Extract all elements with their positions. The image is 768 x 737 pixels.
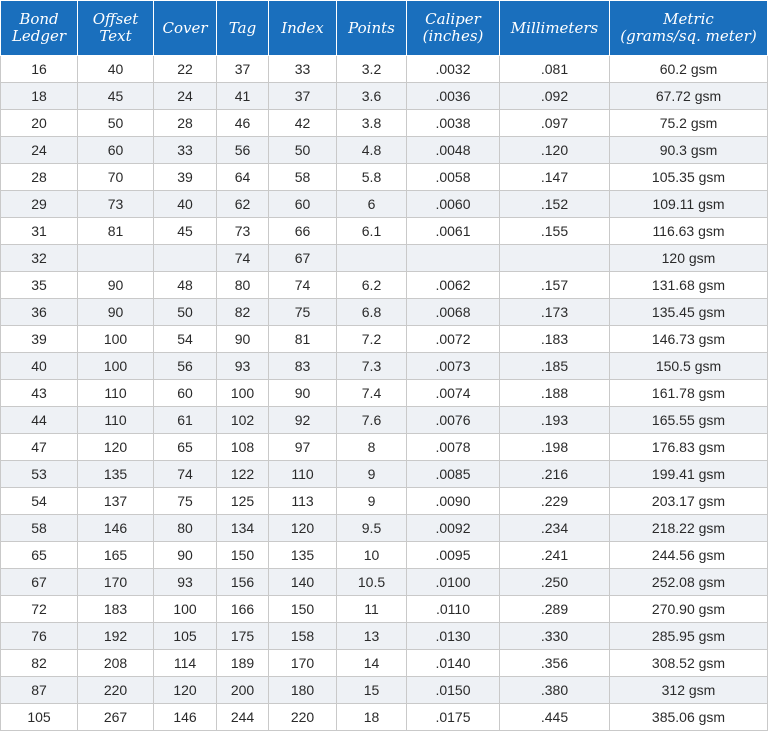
table-row: [1, 353, 768, 380]
cell-metric: 252.08 gsm: [610, 569, 768, 596]
cell-index: 33: [269, 56, 337, 83]
cell-metric: 150.5 gsm: [610, 353, 768, 380]
cell-index: 67: [269, 245, 337, 272]
cell-caliper: .0092: [407, 515, 500, 542]
table-row: [1, 83, 768, 110]
cell-tag: 41: [217, 83, 269, 110]
cell-cover: 114: [154, 650, 217, 677]
cell-cover: 45: [154, 218, 217, 245]
cell-metric: 67.72 gsm: [610, 83, 768, 110]
cell-caliper: .0175: [407, 704, 500, 731]
cell-millimeters: .250: [500, 569, 610, 596]
cell-tag: 100: [217, 380, 269, 407]
cell-metric: 75.2 gsm: [610, 110, 768, 137]
cell-millimeters: .380: [500, 677, 610, 704]
cell-index: 66: [269, 218, 337, 245]
cell-millimeters: .147: [500, 164, 610, 191]
cell-caliper: .0140: [407, 650, 500, 677]
cell-index: 58: [269, 164, 337, 191]
table-row: [1, 488, 768, 515]
table-row: [1, 596, 768, 623]
cell-cover: 28: [154, 110, 217, 137]
cell-points: 6.1: [337, 218, 407, 245]
cell-offset-text: 70: [78, 164, 154, 191]
cell-cover: 24: [154, 83, 217, 110]
cell-cover: 56: [154, 353, 217, 380]
cell-metric: 308.52 gsm: [610, 650, 768, 677]
cell-index: 110: [269, 461, 337, 488]
cell-millimeters: .241: [500, 542, 610, 569]
cell-offset-text: 165: [78, 542, 154, 569]
table-row: [1, 110, 768, 137]
cell-index: 60: [269, 191, 337, 218]
header-row: [1, 1, 768, 56]
cell-cover: 100: [154, 596, 217, 623]
cell-metric: 312 gsm: [610, 677, 768, 704]
cell-bond-ledger: 54: [1, 488, 78, 515]
cell-caliper: .0100: [407, 569, 500, 596]
cell-offset-text: 60: [78, 137, 154, 164]
cell-tag: 150: [217, 542, 269, 569]
table-row: [1, 434, 768, 461]
cell-points: 7.3: [337, 353, 407, 380]
cell-points: 13: [337, 623, 407, 650]
cell-points: 6: [337, 191, 407, 218]
cell-metric: 90.3 gsm: [610, 137, 768, 164]
cell-metric: 218.22 gsm: [610, 515, 768, 542]
cell-tag: 37: [217, 56, 269, 83]
cell-points: 3.6: [337, 83, 407, 110]
cell-metric: 176.83 gsm: [610, 434, 768, 461]
cell-cover: 50: [154, 299, 217, 326]
cell-millimeters: .198: [500, 434, 610, 461]
cell-offset-text: 50: [78, 110, 154, 137]
cell-offset-text: 90: [78, 299, 154, 326]
cell-millimeters: .081: [500, 56, 610, 83]
cell-points: [337, 245, 407, 272]
cell-tag: 189: [217, 650, 269, 677]
cell-points: 11: [337, 596, 407, 623]
cell-index: 81: [269, 326, 337, 353]
cell-offset-text: 100: [78, 353, 154, 380]
cell-bond-ledger: 29: [1, 191, 78, 218]
cell-bond-ledger: 47: [1, 434, 78, 461]
cell-points: 7.2: [337, 326, 407, 353]
table-row: [1, 677, 768, 704]
cell-caliper: .0058: [407, 164, 500, 191]
table-row: [1, 218, 768, 245]
cell-index: 135: [269, 542, 337, 569]
cell-bond-ledger: 53: [1, 461, 78, 488]
cell-millimeters: .173: [500, 299, 610, 326]
cell-cover: 33: [154, 137, 217, 164]
cell-points: 9: [337, 488, 407, 515]
cell-caliper: .0073: [407, 353, 500, 380]
cell-metric: 135.45 gsm: [610, 299, 768, 326]
cell-caliper: .0060: [407, 191, 500, 218]
table-row: [1, 542, 768, 569]
cell-caliper: .0076: [407, 407, 500, 434]
cell-millimeters: .155: [500, 218, 610, 245]
cell-bond-ledger: 72: [1, 596, 78, 623]
cell-caliper: [407, 245, 500, 272]
cell-caliper: .0110: [407, 596, 500, 623]
cell-tag: 46: [217, 110, 269, 137]
cell-bond-ledger: 32: [1, 245, 78, 272]
cell-caliper: .0048: [407, 137, 500, 164]
table-row: [1, 461, 768, 488]
cell-index: 113: [269, 488, 337, 515]
cell-metric: 203.17 gsm: [610, 488, 768, 515]
cell-tag: 56: [217, 137, 269, 164]
cell-millimeters: .092: [500, 83, 610, 110]
cell-millimeters: .216: [500, 461, 610, 488]
cell-offset-text: 110: [78, 407, 154, 434]
table-row: [1, 245, 768, 272]
cell-offset-text: 81: [78, 218, 154, 245]
table-row: [1, 407, 768, 434]
cell-points: 18: [337, 704, 407, 731]
cell-index: 90: [269, 380, 337, 407]
cell-tag: 166: [217, 596, 269, 623]
cell-offset-text: 110: [78, 380, 154, 407]
cell-points: 9: [337, 461, 407, 488]
cell-offset-text: 220: [78, 677, 154, 704]
cell-bond-ledger: 28: [1, 164, 78, 191]
cell-caliper: .0130: [407, 623, 500, 650]
cell-points: 14: [337, 650, 407, 677]
cell-bond-ledger: 40: [1, 353, 78, 380]
table-row: [1, 137, 768, 164]
cell-points: 3.8: [337, 110, 407, 137]
cell-index: 97: [269, 434, 337, 461]
cell-millimeters: .229: [500, 488, 610, 515]
cell-tag: 93: [217, 353, 269, 380]
cell-caliper: .0150: [407, 677, 500, 704]
cell-metric: 116.63 gsm: [610, 218, 768, 245]
column-header-bond-ledger: Bond Ledger: [1, 1, 78, 56]
cell-index: 180: [269, 677, 337, 704]
table-body: [1, 56, 768, 731]
table-row: [1, 164, 768, 191]
cell-offset-text: 73: [78, 191, 154, 218]
cell-cover: 74: [154, 461, 217, 488]
table-row: [1, 623, 768, 650]
cell-millimeters: .183: [500, 326, 610, 353]
cell-points: 7.4: [337, 380, 407, 407]
column-header-cover: Cover: [154, 1, 217, 56]
cell-cover: 75: [154, 488, 217, 515]
column-header-metric: Metric (grams/sq. meter): [610, 1, 768, 56]
table-header: [1, 1, 768, 56]
cell-caliper: .0095: [407, 542, 500, 569]
cell-points: 8: [337, 434, 407, 461]
cell-offset-text: 45: [78, 83, 154, 110]
cell-metric: 146.73 gsm: [610, 326, 768, 353]
cell-index: 120: [269, 515, 337, 542]
table-row: [1, 569, 768, 596]
cell-bond-ledger: 31: [1, 218, 78, 245]
cell-metric: 105.35 gsm: [610, 164, 768, 191]
cell-bond-ledger: 87: [1, 677, 78, 704]
cell-metric: 270.90 gsm: [610, 596, 768, 623]
cell-cover: 105: [154, 623, 217, 650]
cell-bond-ledger: 24: [1, 137, 78, 164]
cell-tag: 122: [217, 461, 269, 488]
cell-tag: 108: [217, 434, 269, 461]
cell-index: 37: [269, 83, 337, 110]
cell-cover: 54: [154, 326, 217, 353]
cell-tag: 62: [217, 191, 269, 218]
table-row: [1, 326, 768, 353]
table-row: [1, 272, 768, 299]
cell-bond-ledger: 82: [1, 650, 78, 677]
table-row: [1, 191, 768, 218]
cell-offset-text: 40: [78, 56, 154, 83]
cell-tag: 175: [217, 623, 269, 650]
cell-millimeters: .120: [500, 137, 610, 164]
cell-index: 220: [269, 704, 337, 731]
cell-bond-ledger: 58: [1, 515, 78, 542]
cell-caliper: .0061: [407, 218, 500, 245]
cell-millimeters: [500, 245, 610, 272]
cell-tag: 102: [217, 407, 269, 434]
table-row: [1, 299, 768, 326]
table-row: [1, 380, 768, 407]
cell-caliper: .0090: [407, 488, 500, 515]
cell-offset-text: 90: [78, 272, 154, 299]
cell-cover: 120: [154, 677, 217, 704]
cell-millimeters: .188: [500, 380, 610, 407]
cell-tag: 125: [217, 488, 269, 515]
cell-index: 50: [269, 137, 337, 164]
cell-millimeters: .157: [500, 272, 610, 299]
cell-points: 6.2: [337, 272, 407, 299]
cell-millimeters: .445: [500, 704, 610, 731]
cell-millimeters: .289: [500, 596, 610, 623]
cell-index: 158: [269, 623, 337, 650]
cell-cover: 60: [154, 380, 217, 407]
cell-points: 15: [337, 677, 407, 704]
cell-bond-ledger: 20: [1, 110, 78, 137]
cell-points: 3.2: [337, 56, 407, 83]
cell-tag: 244: [217, 704, 269, 731]
cell-caliper: .0085: [407, 461, 500, 488]
cell-metric: 285.95 gsm: [610, 623, 768, 650]
column-header-millimeters: Millimeters: [500, 1, 610, 56]
cell-millimeters: .152: [500, 191, 610, 218]
cell-metric: 161.78 gsm: [610, 380, 768, 407]
cell-bond-ledger: 65: [1, 542, 78, 569]
cell-bond-ledger: 35: [1, 272, 78, 299]
cell-tag: 73: [217, 218, 269, 245]
cell-millimeters: .356: [500, 650, 610, 677]
cell-bond-ledger: 105: [1, 704, 78, 731]
cell-caliper: .0068: [407, 299, 500, 326]
cell-cover: [154, 245, 217, 272]
cell-metric: 165.55 gsm: [610, 407, 768, 434]
cell-index: 75: [269, 299, 337, 326]
cell-bond-ledger: 36: [1, 299, 78, 326]
cell-millimeters: .330: [500, 623, 610, 650]
cell-offset-text: 120: [78, 434, 154, 461]
cell-points: 10.5: [337, 569, 407, 596]
cell-index: 140: [269, 569, 337, 596]
cell-millimeters: .185: [500, 353, 610, 380]
cell-millimeters: .193: [500, 407, 610, 434]
cell-millimeters: .234: [500, 515, 610, 542]
cell-index: 74: [269, 272, 337, 299]
cell-index: 170: [269, 650, 337, 677]
cell-points: 7.6: [337, 407, 407, 434]
cell-metric: 199.41 gsm: [610, 461, 768, 488]
column-header-tag: Tag: [217, 1, 269, 56]
cell-tag: 74: [217, 245, 269, 272]
cell-caliper: .0036: [407, 83, 500, 110]
cell-tag: 80: [217, 272, 269, 299]
cell-offset-text: 170: [78, 569, 154, 596]
cell-caliper: .0038: [407, 110, 500, 137]
cell-offset-text: [78, 245, 154, 272]
cell-tag: 134: [217, 515, 269, 542]
cell-metric: 131.68 gsm: [610, 272, 768, 299]
cell-index: 83: [269, 353, 337, 380]
cell-tag: 64: [217, 164, 269, 191]
cell-caliper: .0072: [407, 326, 500, 353]
cell-index: 42: [269, 110, 337, 137]
cell-points: 10: [337, 542, 407, 569]
cell-cover: 90: [154, 542, 217, 569]
column-header-offset-text: Offset Text: [78, 1, 154, 56]
cell-offset-text: 100: [78, 326, 154, 353]
cell-cover: 61: [154, 407, 217, 434]
cell-bond-ledger: 18: [1, 83, 78, 110]
cell-tag: 200: [217, 677, 269, 704]
cell-offset-text: 137: [78, 488, 154, 515]
cell-tag: 90: [217, 326, 269, 353]
cell-tag: 156: [217, 569, 269, 596]
cell-metric: 244.56 gsm: [610, 542, 768, 569]
column-header-points: Points: [337, 1, 407, 56]
cell-bond-ledger: 16: [1, 56, 78, 83]
cell-offset-text: 192: [78, 623, 154, 650]
cell-bond-ledger: 67: [1, 569, 78, 596]
table-row: [1, 515, 768, 542]
cell-metric: 385.06 gsm: [610, 704, 768, 731]
cell-cover: 80: [154, 515, 217, 542]
cell-points: 6.8: [337, 299, 407, 326]
cell-cover: 40: [154, 191, 217, 218]
cell-cover: 39: [154, 164, 217, 191]
column-header-caliper: Caliper (inches): [407, 1, 500, 56]
cell-cover: 22: [154, 56, 217, 83]
cell-points: 5.8: [337, 164, 407, 191]
cell-offset-text: 208: [78, 650, 154, 677]
cell-bond-ledger: 43: [1, 380, 78, 407]
cell-cover: 146: [154, 704, 217, 731]
cell-caliper: .0074: [407, 380, 500, 407]
cell-metric: 109.11 gsm: [610, 191, 768, 218]
cell-cover: 65: [154, 434, 217, 461]
cell-offset-text: 146: [78, 515, 154, 542]
cell-metric: 60.2 gsm: [610, 56, 768, 83]
cell-bond-ledger: 44: [1, 407, 78, 434]
cell-offset-text: 267: [78, 704, 154, 731]
cell-points: 4.8: [337, 137, 407, 164]
cell-caliper: .0078: [407, 434, 500, 461]
cell-index: 92: [269, 407, 337, 434]
cell-cover: 48: [154, 272, 217, 299]
cell-cover: 93: [154, 569, 217, 596]
cell-tag: 82: [217, 299, 269, 326]
cell-bond-ledger: 76: [1, 623, 78, 650]
cell-bond-ledger: 39: [1, 326, 78, 353]
cell-caliper: .0032: [407, 56, 500, 83]
column-header-index: Index: [269, 1, 337, 56]
cell-millimeters: .097: [500, 110, 610, 137]
cell-offset-text: 135: [78, 461, 154, 488]
cell-offset-text: 183: [78, 596, 154, 623]
table-row: [1, 56, 768, 83]
cell-points: 9.5: [337, 515, 407, 542]
cell-caliper: .0062: [407, 272, 500, 299]
cell-metric: 120 gsm: [610, 245, 768, 272]
table-row: [1, 704, 768, 731]
table-row: [1, 650, 768, 677]
cell-index: 150: [269, 596, 337, 623]
